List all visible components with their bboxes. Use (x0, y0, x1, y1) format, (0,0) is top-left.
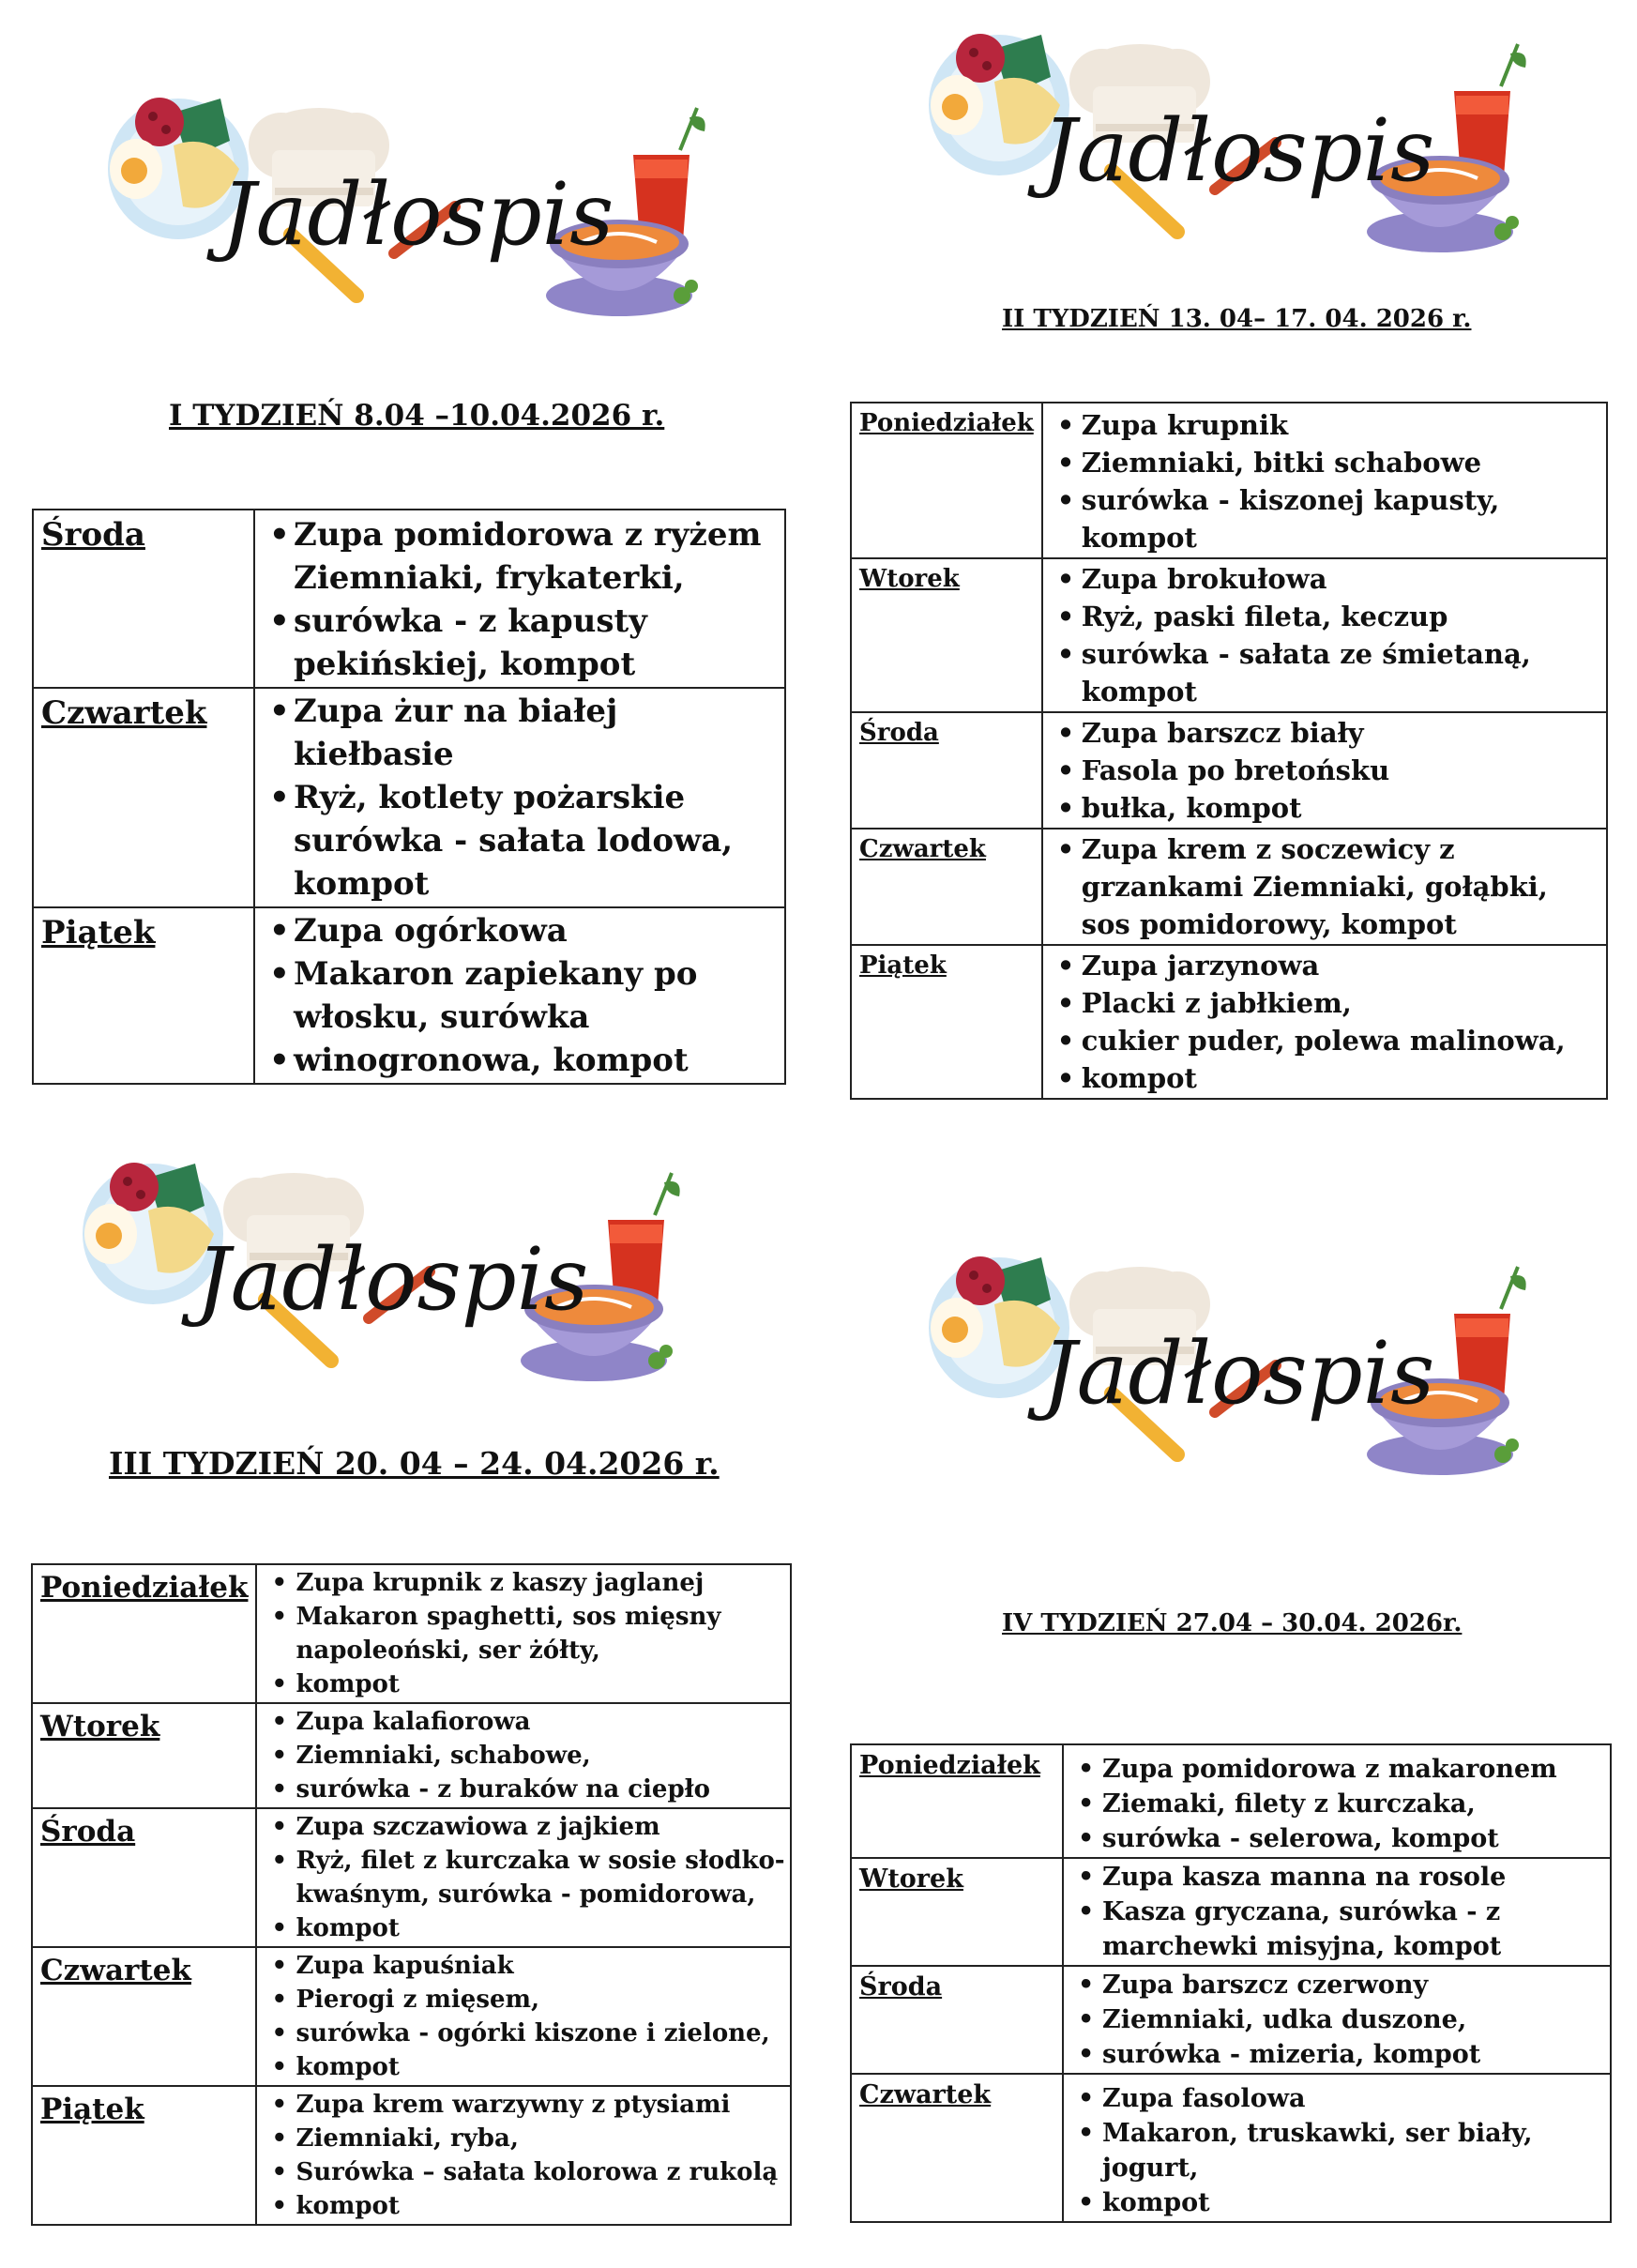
week-2-banner (929, 30, 1529, 274)
menu-item: • winogronowa, kompot (294, 1039, 783, 1082)
menu-item: • Surówka – sałata kolorowa z rukolą (296, 2155, 789, 2189)
menu-item: • kompot (1102, 2185, 1609, 2220)
table-row (32, 2086, 791, 2225)
table-row (851, 1966, 1611, 2074)
menu-item: • Ryż, kotlety pożarskie surówka - sałata lodowa, kompot (294, 776, 783, 906)
day-name: Wtorek (32, 1703, 256, 1808)
menu-item: • Zupa kalafiorowa (296, 1705, 789, 1739)
day-name: Poniedziałek (851, 403, 1042, 558)
menu-item: • kompot (296, 1667, 789, 1701)
menu-item: • Pierogi z mięsem, (296, 1983, 789, 2017)
day-items (1063, 1858, 1611, 1966)
menu-item: • Zupa kasza manna na rosole (1102, 1860, 1609, 1895)
table-row (851, 1858, 1611, 1966)
day-items (254, 688, 785, 907)
logo-text: Jadłospis (195, 1229, 589, 1330)
logo-text: Jadłospis (1041, 100, 1435, 201)
menu-item: • Zupa szczawiowa z jajkiem (296, 1810, 789, 1844)
week-3-menu-table (31, 1563, 792, 2226)
menu-item: • kompot (296, 2189, 789, 2223)
day-name: Środa (32, 1808, 256, 1947)
menu-item: • bułka, kompot (1082, 789, 1605, 827)
day-items (1063, 2074, 1611, 2222)
menu-item: • Zupa barszcz czerwony (1102, 1968, 1609, 2002)
logo-text: Jadłospis (220, 164, 614, 265)
menu-item: • kompot (1082, 1059, 1605, 1097)
week-3-banner (83, 1159, 683, 1403)
menu-item: • surówka - mizeria, kompot (1102, 2037, 1609, 2072)
week-1-menu-table (32, 509, 786, 1085)
day-name: Piątek (32, 2086, 256, 2225)
day-items (256, 2086, 791, 2225)
menu-item: • Placki z jabłkiem, (1082, 984, 1605, 1022)
day-items (1042, 712, 1607, 829)
day-name: Wtorek (851, 558, 1042, 712)
table-row (33, 510, 785, 688)
week-1-banner (108, 94, 708, 338)
day-items (1063, 1744, 1611, 1858)
table-row (32, 1808, 791, 1947)
week-4-title: IV TYDZIEŃ 27.04 – 30.04. 2026r. (1002, 1609, 1463, 1637)
table-row (32, 1564, 791, 1703)
table-row (851, 945, 1607, 1099)
menu-item: • surówka - sałata ze śmietaną, kompot (1082, 635, 1605, 710)
day-items (1042, 945, 1607, 1099)
day-items (1042, 403, 1607, 558)
day-items (256, 1703, 791, 1808)
table-row (33, 688, 785, 907)
day-name: Środa (851, 1966, 1063, 2074)
menu-item: • Zupa krupnik z kaszy jaglanej (296, 1566, 789, 1600)
menu-item: • Zupa fasolowa (1102, 2081, 1609, 2116)
menu-item: • Ziemniaki, udka duszone, (1102, 2002, 1609, 2037)
menu-item: • Zupa krem z soczewicy z grzankami Ziemniaki, gołąbki, sos pomidorowy, kompot (1082, 830, 1605, 943)
day-name: Czwartek (32, 1947, 256, 2086)
day-name: Piątek (851, 945, 1042, 1099)
menu-item: • Makaron spaghetti, sos mięsny napoleoński, ser żółty, (296, 1600, 789, 1667)
day-name: Poniedziałek (851, 1744, 1063, 1858)
day-name: Czwartek (33, 688, 254, 907)
menu-item: • Ryż, filet z kurczaka w sosie słodko-kwaśnym, surówka - pomidorowa, (296, 1844, 789, 1911)
table-row (32, 1947, 791, 2086)
day-name: Poniedziałek (32, 1564, 256, 1703)
menu-item: • surówka - z kapusty pekińskiej, kompot (294, 600, 783, 686)
table-row (33, 907, 785, 1084)
menu-item: • Zupa żur na białej kiełbasie (294, 690, 783, 776)
menu-item: • kompot (296, 1911, 789, 1945)
menu-item: • Zupa kapuśniak (296, 1949, 789, 1983)
table-row (851, 712, 1607, 829)
day-name: Środa (851, 712, 1042, 829)
day-items (254, 907, 785, 1084)
menu-item: • cukier puder, polewa malinowa, (1082, 1022, 1605, 1059)
week-1-title: I TYDZIEŃ 8.04 –10.04.2026 r. (169, 399, 665, 433)
table-row (32, 1703, 791, 1808)
week-2-title: II TYDZIEŃ 13. 04– 17. 04. 2026 r. (1002, 305, 1472, 333)
day-name: Środa (33, 510, 254, 688)
day-items (1042, 829, 1607, 945)
menu-item: • Zupa pomidorowa z makaronem (1102, 1752, 1609, 1787)
table-row (851, 1744, 1611, 1858)
menu-item: • Zupa pomidorowa z ryżem Ziemniaki, frykaterki, (294, 513, 783, 600)
week-2-menu-table (850, 402, 1608, 1100)
menu-item: • Zupa ogórkowa (294, 909, 783, 952)
menu-item: • Ryż, paski fileta, keczup (1082, 598, 1605, 635)
day-items (254, 510, 785, 688)
week-4-banner (929, 1253, 1529, 1497)
day-name: Wtorek (851, 1858, 1063, 1966)
menu-item: • Ziemaki, filety z kurczaka, (1102, 1787, 1609, 1821)
menu-item: • Zupa brokułowa (1082, 560, 1605, 598)
day-items (1042, 558, 1607, 712)
day-items (256, 1564, 791, 1703)
table-row (851, 2074, 1611, 2222)
menu-item: • Zupa barszcz biały (1082, 714, 1605, 752)
menu-item: • surówka - kiszonej kapusty, kompot (1082, 481, 1605, 556)
day-name: Piątek (33, 907, 254, 1084)
menu-item: • kompot (296, 2050, 789, 2084)
menu-item: • Ziemniaki, ryba, (296, 2122, 789, 2155)
menu-item: • Zupa krem warzywny z ptysiami (296, 2088, 789, 2122)
day-items (1063, 1966, 1611, 2074)
day-items (256, 1808, 791, 1947)
menu-item: • Makaron, truskawki, ser biały, jogurt, (1102, 2116, 1609, 2185)
menu-item: • Ziemniaki, bitki schabowe (1082, 444, 1605, 481)
menu-item: • Zupa krupnik (1082, 406, 1605, 444)
table-row (851, 403, 1607, 558)
table-row (851, 558, 1607, 712)
logo-text: Jadłospis (1041, 1323, 1435, 1423)
menu-item: • Ziemniaki, schabowe, (296, 1739, 789, 1773)
menu-item: • Kasza gryczana, surówka - z marchewki misyjna, kompot (1102, 1895, 1609, 1964)
day-name: Czwartek (851, 2074, 1063, 2222)
week-3-title: III TYDZIEŃ 20. 04 – 24. 04.2026 r. (109, 1445, 720, 1482)
week-4-menu-table (850, 1743, 1612, 2223)
menu-item: • surówka - z buraków na ciepło (296, 1773, 789, 1806)
menu-item: • surówka - selerowa, kompot (1102, 1821, 1609, 1856)
menu-item: • Makaron zapiekany po włosku, surówka (294, 952, 783, 1039)
day-name: Czwartek (851, 829, 1042, 945)
menu-item: • Fasola po bretońsku (1082, 752, 1605, 789)
table-row (851, 829, 1607, 945)
menu-item: • Zupa jarzynowa (1082, 947, 1605, 984)
day-items (256, 1947, 791, 2086)
menu-item: • surówka - ogórki kiszone i zielone, (296, 2017, 789, 2050)
